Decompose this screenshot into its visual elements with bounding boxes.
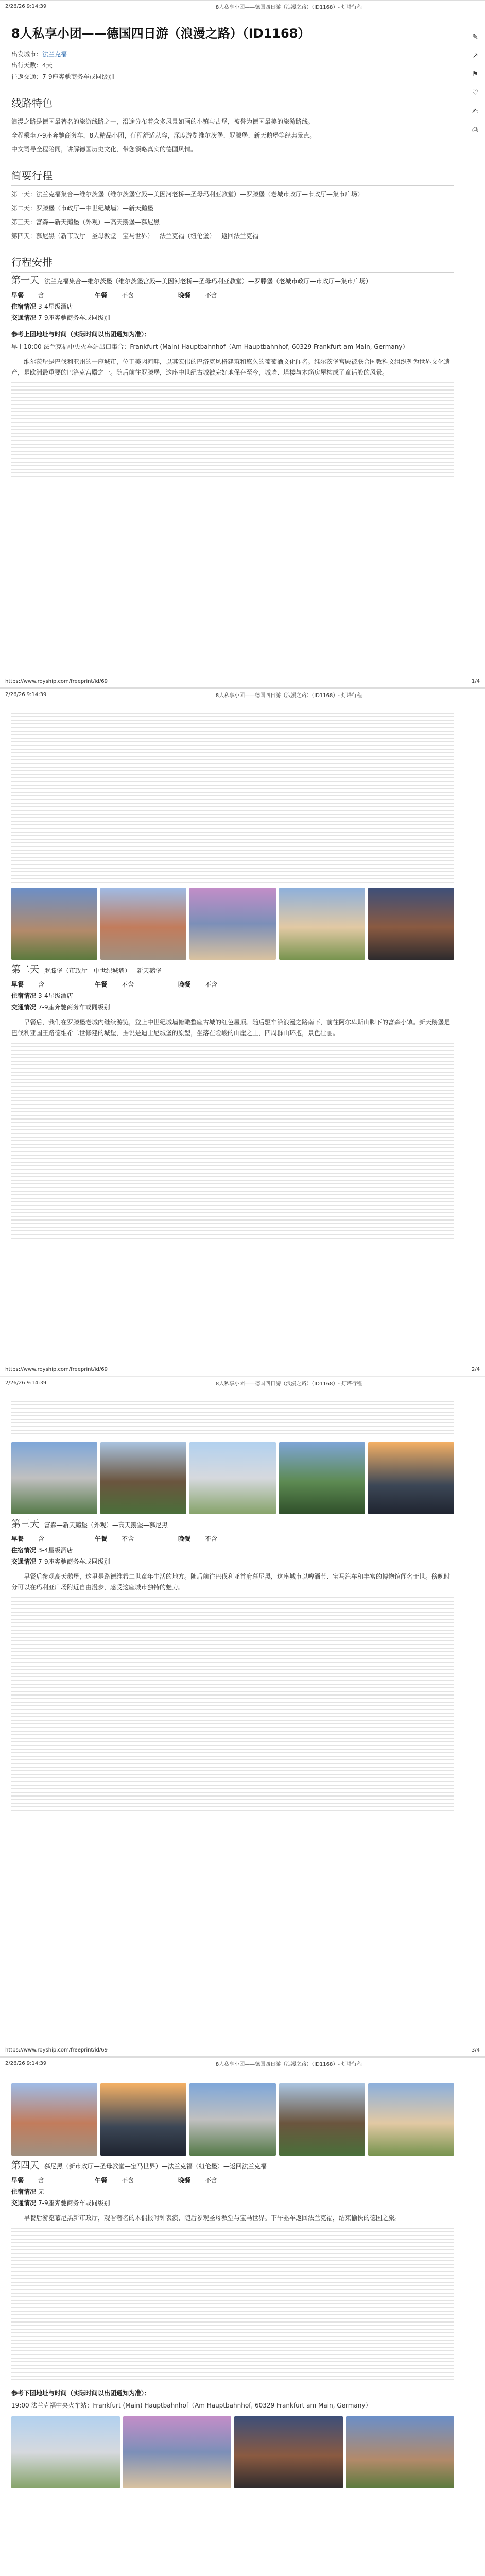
feature-line: 中文司导全程陪同，讲解德国历史文化，带您领略真实的德国风情。	[11, 146, 197, 153]
text-block	[11, 1401, 454, 1437]
day-header: 第二天 罗滕堡（市政厅—中世纪城墙）—新天鹅堡	[11, 964, 162, 975]
text-block	[11, 1043, 454, 1239]
features-heading: 线路特色	[11, 95, 454, 113]
photo	[368, 2083, 454, 2156]
side-toolbar	[471, 32, 480, 134]
photo	[11, 2416, 120, 2488]
text-block	[11, 2228, 454, 2382]
tag-icon[interactable]: ⚑	[472, 70, 479, 78]
print-icon[interactable]: ⎙	[472, 126, 478, 134]
page-title: 8人私享小团——德国四日游（浪漫之路）（ID1168）	[11, 26, 310, 41]
meta-days: 出行天数：4天	[11, 62, 53, 69]
feature-line: 全程乘坐7-9座奔驰商务车，8人精品小团，行程舒适从容，深度游览维尔茨堡、罗滕堡、新天鹅堡等经典景点。	[11, 132, 316, 139]
day-description: 早餐后，我们在罗滕堡老城内继续游览，登上中世纪城墙俯瞰整座古城的红色屋顶。随后驱车沿浪漫之路南下，前往阿尔卑斯山脚下的富森小镇。新天鹅堡是巴伐利亚国王路德维希二世修建的城堡，据说是迪士尼城堡的原型，坐落在险峻的山崖之上，四周群山环抱，景色壮丽。	[11, 1019, 451, 1037]
photo-gallery	[11, 2416, 454, 2488]
photo	[346, 2416, 455, 2488]
print-footer: https://www.royship.com/freeprint/id/69 2/4	[5, 1367, 480, 1372]
day-description: 早餐后参观高天鹅堡，这里是路德维希二世童年生活的地方。随后前往巴伐利亚首府慕尼黑，这座城市以啤酒节、宝马汽车和丰富的博物馆闻名于世。傍晚时分可以在玛利亚广场附近自由漫步，感受这座城市独特的魅力。	[11, 1573, 451, 1591]
dropoff-note-title: 参考下团地址与时间（实际时间以出团通知为准）：	[11, 2389, 151, 2397]
day-info: 早餐 含 午餐 不含 晚餐 不含 住宿情况 3-4星级酒店 交通情况 7-9座奔驰商务车或同级别	[11, 292, 218, 321]
print-page-4	[0, 2057, 485, 2576]
text-block	[11, 382, 454, 480]
brief-day: 第三天：富森—新天鹅堡（外观）—高天鹅堡—慕尼黑	[11, 218, 160, 226]
text-block	[11, 1597, 454, 1814]
print-header: 2/26/26 9:14:39 8人私享小团——德国四日游（浪漫之路）（ID1168）- 灯塔行程	[5, 2060, 362, 2067]
photo	[100, 1442, 186, 1514]
trip-meta	[11, 48, 454, 82]
photo	[368, 888, 454, 960]
print-footer: https://www.royship.com/freeprint/id/69 3/4	[5, 2047, 480, 2053]
day-route: 法兰克福集合—维尔茨堡（维尔茨堡宫殿—美因河老桥—圣母玛利亚教堂）—罗滕堡（老城市政厅—市政厅—集市广场）	[44, 278, 372, 285]
photo	[100, 888, 186, 960]
photo	[234, 2416, 343, 2488]
meta-transport: 往返交通：7-9座奔驰商务车或同级别	[11, 73, 114, 80]
edit-icon[interactable]: ✍	[472, 107, 478, 115]
print-page-1	[0, 0, 485, 688]
photo	[279, 2083, 365, 2156]
day-info: 早餐 含 午餐 不含 晚餐 不含 住宿情况 3-4星级酒店 交通情况 7-9座奔驰商务车或同级别	[11, 1535, 218, 1565]
photo	[11, 888, 97, 960]
departure-city-link[interactable]: 法兰克福	[42, 50, 67, 58]
pickup-note: 早上10:00 法兰克福中央火车站出口集合：Frankfurt (Main) Hauptbahnhof（Am Hauptbahnhof, 60329 Frankfurt am Main, Germany）	[11, 343, 409, 350]
pickup-note-title: 参考上团地址与时间（实际时间以出团通知为准）：	[11, 331, 151, 338]
print-page-2	[0, 688, 485, 1376]
print-doc-title: 8人私享小团——德国四日游（浪漫之路）（ID1168）- 灯塔行程	[215, 4, 362, 10]
text-block	[11, 713, 454, 883]
day-info: 早餐 含 午餐 不含 晚餐 不含 住宿情况 无 交通情况 7-9座奔驰商务车或同级别	[11, 2177, 218, 2207]
brief-heading: 简要行程	[11, 167, 454, 186]
photo	[189, 2083, 275, 2156]
day-description: 维尔茨堡是巴伐利亚州的一座城市，位于美因河畔，以其宏伟的巴洛克风格建筑和悠久的葡萄酒文化闻名。维尔茨堡宫殿被联合国教科文组织列为世界文化遗产，是欧洲最重要的巴洛克宫殿之一。随后前往罗滕堡，这座中世纪古城被完好地保存至今，城墙、塔楼与木筋房屋构成了童话般的风景。	[11, 358, 451, 376]
comment-icon[interactable]: ✎	[472, 33, 478, 41]
day-info: 早餐 含 午餐 不含 晚餐 不含 住宿情况 3-4星级酒店 交通情况 7-9座奔驰商务车或同级别	[11, 981, 218, 1011]
photo	[189, 888, 275, 960]
photo	[189, 1442, 275, 1514]
detail-heading: 行程安排	[11, 254, 454, 273]
print-header: 2/26/26 9:14:39 8人私享小团——德国四日游（浪漫之路）（ID1168）- 灯塔行程	[5, 1380, 362, 1387]
print-footer	[0, 679, 485, 684]
dropoff-note: 19:00 法兰克福中央火车站：Frankfurt (Main) Hauptbahnhof（Am Hauptbahnhof, 60329 Frankfurt am Main, Germany）	[11, 2402, 372, 2409]
feature-line: 浪漫之路是德国最著名的旅游线路之一，沿途分布着众多风景如画的小镇与古堡，被誉为德国最美的旅游路线。	[11, 118, 315, 125]
day-header	[11, 276, 454, 286]
day-description: 早餐后游览慕尼黑新市政厅，观看著名的木偶报时钟表演，随后参观圣母教堂与宝马世界。下午驱车返回法兰克福，结束愉快的德国之旅。	[24, 2214, 401, 2222]
share-icon[interactable]: ↗	[472, 52, 478, 60]
day-label: 第一天	[11, 275, 39, 286]
photo	[279, 888, 365, 960]
day-header: 第四天 慕尼黑（新市政厅—圣母教堂—宝马世界）—法兰克福（纽伦堡）—返回法兰克福	[11, 2160, 267, 2171]
heart-icon[interactable]: ♡	[472, 89, 479, 97]
print-url: https://www.royship.com/freeprint/id/69	[5, 679, 108, 684]
day-header: 第三天 富森—新天鹅堡（外观）—高天鹅堡—慕尼黑	[11, 1519, 168, 1530]
photo	[11, 2083, 97, 2156]
photo	[100, 2083, 186, 2156]
print-header	[0, 1, 485, 12]
photo	[279, 1442, 365, 1514]
photo	[123, 2416, 232, 2488]
photo-gallery	[11, 888, 454, 960]
print-date: 2/26/26 9:14:39	[5, 3, 47, 9]
brief-day: 第四天：慕尼黑（新市政厅—圣母教堂—宝马世界）—法兰克福（纽伦堡）—返回法兰克福	[11, 232, 259, 240]
print-header: 2/26/26 9:14:39 8人私享小团——德国四日游（浪漫之路）（ID1168）- 灯塔行程	[5, 691, 362, 699]
meta-departure: 出发城市：法兰克福	[11, 50, 67, 58]
photo	[11, 1442, 97, 1514]
photo-gallery	[11, 2083, 454, 2156]
page-number: 1/4	[471, 679, 480, 684]
print-page-3	[0, 1377, 485, 2057]
brief-day: 第一天：法兰克福集合—维尔茨堡（维尔茨堡宫殿—美因河老桥—圣母玛利亚教堂）—罗滕堡（老城市政厅—市政厅—集市广场）	[11, 191, 364, 198]
photo	[368, 1442, 454, 1514]
brief-day: 第二天：罗滕堡（市政厅—中世纪城墙）—新天鹅堡	[11, 205, 154, 212]
photo-gallery	[11, 1442, 454, 1514]
